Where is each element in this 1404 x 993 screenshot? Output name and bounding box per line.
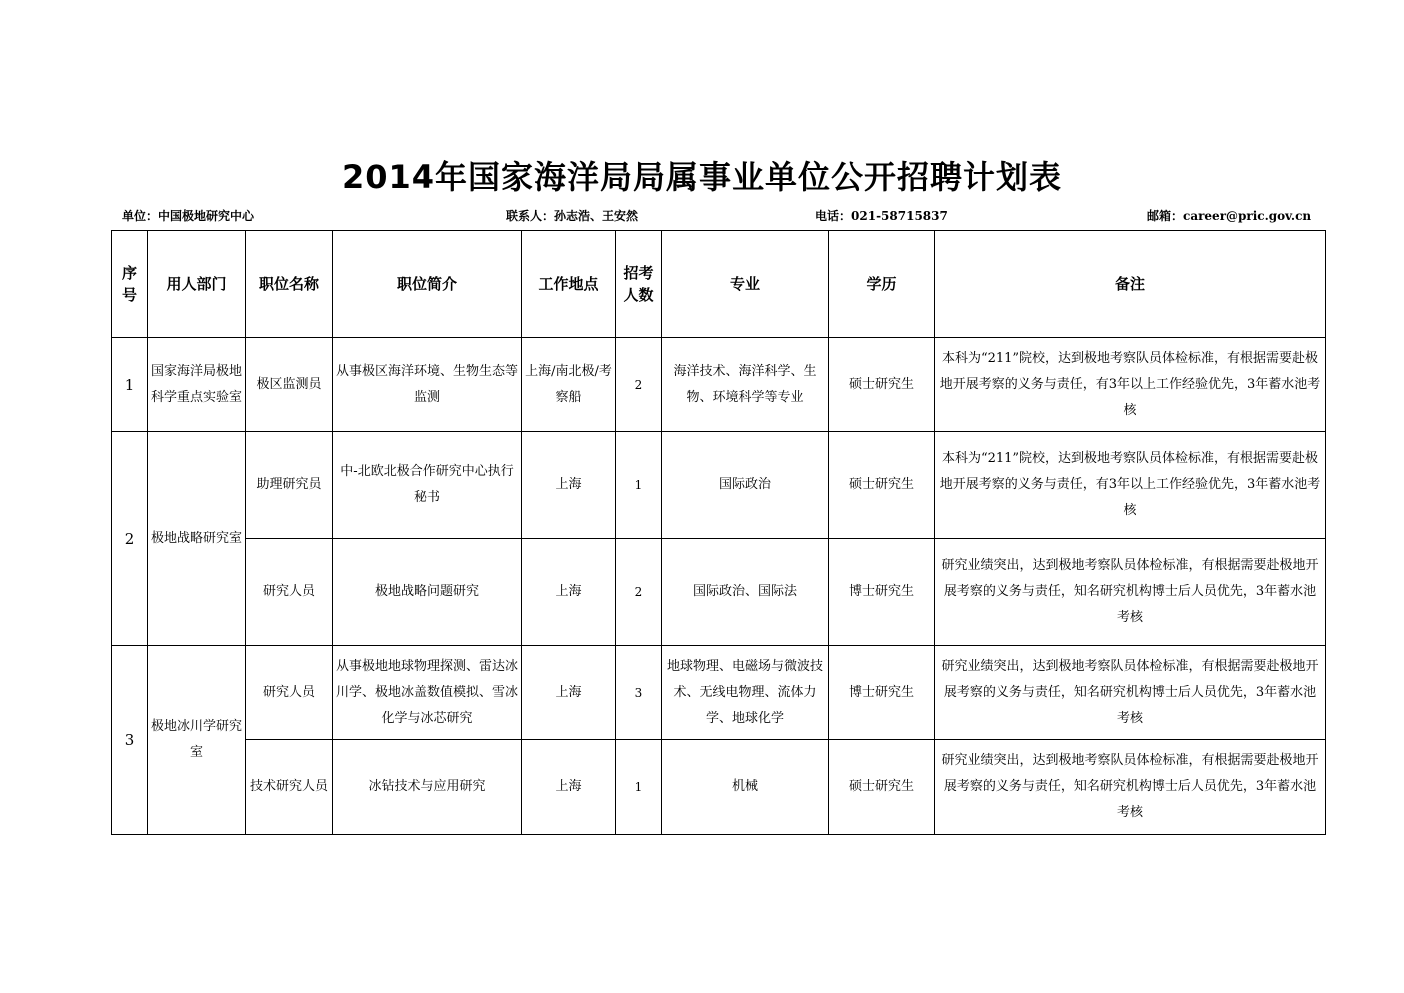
recruitment-table — [111, 230, 1326, 835]
header-index: 序号 — [112, 231, 148, 338]
cell-remarks: 研究业绩突出，达到极地考察队员体检标准，有根据需要赴极地开展考察的义务与责任，知名研究机构博士后人员优先，3年蓄水池考核 — [935, 740, 1326, 835]
table-row — [112, 646, 1326, 740]
email-label: 邮箱： — [1147, 209, 1184, 223]
cell-description: 极地战略问题研究 — [333, 539, 522, 646]
cell-description: 中-北欧北极合作研究中心执行秘书 — [333, 432, 522, 539]
cell-education: 博士研究生 — [829, 646, 935, 740]
cell-count: 1 — [616, 432, 662, 539]
cell-remarks: 研究业绩突出，达到极地考察队员体检标准，有根据需要赴极地开展考察的义务与责任，知名研究机构博士后人员优先，3年蓄水池考核 — [935, 539, 1326, 646]
cell-count: 2 — [616, 338, 662, 432]
info-contact — [506, 207, 638, 224]
cell-position: 技术研究人员 — [246, 740, 333, 835]
contact-label: 联系人： — [506, 209, 555, 223]
table-row — [112, 740, 1326, 835]
cell-description: 从事极地地球物理探测、雷达冰川学、极地冰盖数值模拟、雪冰化学与冰芯研究 — [333, 646, 522, 740]
cell-major: 地球物理、电磁场与微波技术、无线电物理、流体力学、地球化学 — [662, 646, 829, 740]
header-position: 职位名称 — [246, 231, 333, 338]
header-remarks: 备注 — [935, 231, 1326, 338]
cell-major: 机械 — [662, 740, 829, 835]
cell-location: 上海 — [522, 740, 616, 835]
cell-remarks: 本科为“211”院校，达到极地考察队员体检标准，有根据需要赴极地开展考察的义务与责任，有3年以上工作经验优先，3年蓄水池考核 — [935, 338, 1326, 432]
header-location: 工作地点 — [522, 231, 616, 338]
header-department: 用人部门 — [148, 231, 246, 338]
cell-count: 2 — [616, 539, 662, 646]
cell-education: 硕士研究生 — [829, 338, 935, 432]
cell-location: 上海 — [522, 646, 616, 740]
header-education: 学历 — [829, 231, 935, 338]
cell-department: 极地战略研究室 — [148, 432, 246, 646]
cell-remarks: 研究业绩突出，达到极地考察队员体检标准，有根据需要赴极地开展考察的义务与责任，知名研究机构博士后人员优先，3年蓄水池考核 — [935, 646, 1326, 740]
cell-department: 极地冰川学研究室 — [148, 646, 246, 835]
cell-remarks: 本科为“211”院校，达到极地考察队员体检标准，有根据需要赴极地开展考察的义务与责任，有3年以上工作经验优先，3年蓄水池考核 — [935, 432, 1326, 539]
cell-position: 极区监测员 — [246, 338, 333, 432]
cell-index: 2 — [112, 432, 148, 646]
cell-location: 上海 — [522, 539, 616, 646]
cell-description: 从事极区海洋环境、生物生态等监测 — [333, 338, 522, 432]
cell-count: 3 — [616, 646, 662, 740]
email-value: career@pric.gov.cn — [1183, 209, 1312, 223]
info-phone — [815, 207, 948, 224]
table-row — [112, 338, 1326, 432]
cell-location: 上海 — [522, 432, 616, 539]
cell-major: 海洋技术、海洋科学、生物、环境科学等专业 — [662, 338, 829, 432]
contact-value: 孙志浩、王安然 — [554, 209, 639, 223]
cell-count: 1 — [616, 740, 662, 835]
table-header-row — [112, 231, 1326, 338]
table-row — [112, 539, 1326, 646]
header-major: 专业 — [662, 231, 829, 338]
unit-label: 单位： — [122, 209, 159, 223]
cell-index: 1 — [112, 338, 148, 432]
cell-major: 国际政治、国际法 — [662, 539, 829, 646]
cell-education: 硕士研究生 — [829, 740, 935, 835]
page-title: 2014年国家海洋局局属事业单位公开招聘计划表 — [341, 158, 1063, 196]
info-unit — [122, 207, 254, 224]
header-description: 职位简介 — [333, 231, 522, 338]
cell-index: 3 — [112, 646, 148, 835]
unit-value: 中国极地研究中心 — [158, 209, 255, 223]
info-email — [1147, 207, 1311, 224]
cell-education: 博士研究生 — [829, 539, 935, 646]
phone-value: 021-58715837 — [851, 209, 948, 223]
cell-education: 硕士研究生 — [829, 432, 935, 539]
cell-position: 助理研究员 — [246, 432, 333, 539]
cell-department: 国家海洋局极地科学重点实验室 — [148, 338, 246, 432]
cell-location: 上海/南北极/考察船 — [522, 338, 616, 432]
phone-label: 电话： — [815, 209, 852, 223]
cell-position: 研究人员 — [246, 646, 333, 740]
cell-position: 研究人员 — [246, 539, 333, 646]
cell-major: 国际政治 — [662, 432, 829, 539]
header-count: 招考人数 — [616, 231, 662, 338]
table-row — [112, 432, 1326, 539]
cell-description: 冰钻技术与应用研究 — [333, 740, 522, 835]
